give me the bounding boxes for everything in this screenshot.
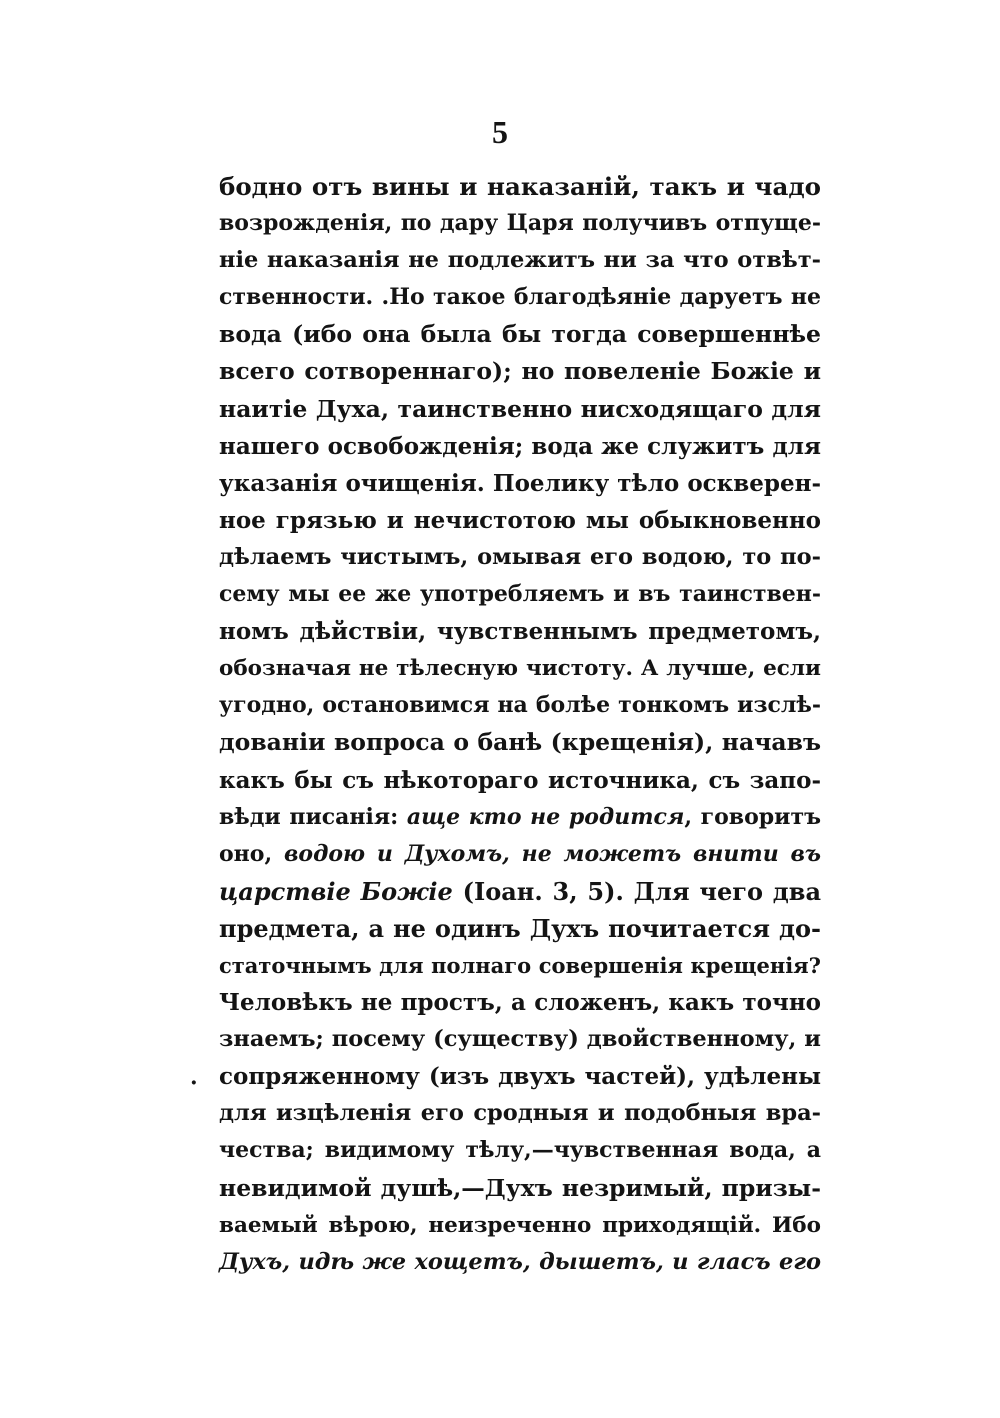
text-segment: сему мы ее же употребляемъ и въ таинствен- [219, 581, 821, 608]
text-line [219, 1170, 821, 1207]
text-line [219, 799, 821, 836]
text-segment: обозначая не тѣлесную чистоту. А лучше, если [219, 656, 821, 682]
text-segment: вѣди писанія: [219, 803, 407, 830]
italic-text-segment: Духъ, идѣ же хощетъ, дышетъ, и гласъ его [219, 1248, 821, 1275]
text-line [219, 428, 821, 465]
text-line [219, 650, 821, 687]
text-line [219, 724, 821, 761]
text-line [219, 316, 821, 353]
text-line [219, 539, 821, 576]
text-segment: дованіи вопроса о банѣ (крещенія), начавъ [219, 728, 821, 757]
text-line [219, 502, 821, 539]
text-line [219, 242, 821, 279]
text-segment: вода (ибо она была бы тогда совершеннѣе [219, 320, 821, 349]
text-line [219, 947, 821, 984]
page-number: 5 [492, 114, 508, 150]
text-line [219, 687, 821, 724]
text-line [219, 279, 821, 316]
text-line [219, 984, 821, 1021]
text-line [219, 762, 821, 799]
text-segment: угодно, остановимся на болѣе тонкомъ изслѣ- [219, 692, 821, 719]
text-line [219, 168, 821, 205]
margin-mark: · [190, 1070, 198, 1096]
text-segment: номъ дѣйствіи, чувственнымъ предметомъ, [219, 618, 821, 646]
text-segment: знаемъ; посему (существу) двойственному, и [219, 1026, 821, 1053]
italic-text-segment: царствіе Божіе [219, 876, 453, 906]
text-segment: ваемый вѣрою, неизреченно приходящій. Ибо [219, 1212, 821, 1238]
text-line [219, 391, 821, 428]
text-line [219, 910, 821, 947]
text-line [219, 873, 821, 910]
text-line [219, 1244, 821, 1281]
text-segment: оно, [219, 840, 284, 867]
text-segment: ственности. .Но такое благодѣяніе даруетъ не [219, 284, 821, 311]
text-line [219, 1021, 821, 1058]
text-line [219, 353, 821, 390]
body-text [219, 168, 821, 1281]
text-segment: для изцѣленія его сродныя и подобныя вра- [219, 1100, 821, 1127]
text-line [219, 1132, 821, 1169]
text-segment: статочнымъ для полнаго совершенія крещенія? [219, 952, 821, 978]
text-segment: бодно отъ вины и наказаній, такъ и чадо [219, 172, 821, 201]
text-line [219, 576, 821, 613]
text-line [219, 1058, 821, 1095]
text-line [219, 205, 821, 242]
text-line [219, 613, 821, 650]
text-segment: Человѣкъ не простъ, а сложенъ, какъ точно [219, 989, 821, 1017]
text-line [219, 465, 821, 502]
text-line [219, 1095, 821, 1132]
text-segment: предмета, а не одинъ Духъ почитается до- [219, 913, 821, 943]
text-segment: сопряженному (изъ двухъ частей), удѣлены [219, 1063, 821, 1091]
text-line [219, 836, 821, 873]
text-segment: возрожденія, по дару Царя получивъ отпуще- [219, 210, 821, 237]
italic-text-segment: аще кто не родится [406, 803, 685, 830]
text-segment: указанія очищенія. Поелику тѣло оскверен- [219, 469, 821, 497]
text-segment: ное грязью и нечистотою мы обыкновенно [219, 506, 821, 534]
text-segment: , говоритъ [684, 803, 821, 830]
text-segment: ніе наказанія не подлежитъ ни за что отвѣт- [219, 247, 821, 274]
text-segment: какъ бы съ нѣкотораго источника, съ запо- [219, 766, 821, 794]
text-segment: наитіе Духа, таинственно нисходящаго для [219, 394, 821, 423]
text-segment: невидимой душѣ,—Духъ незримый, призы- [219, 1173, 821, 1202]
text-segment: нашего освобожденія; вода же служитъ для [219, 432, 821, 460]
text-segment: всего сотвореннаго); но повеленіе Божіе и [219, 357, 821, 386]
text-segment: (Іоан. 3, 5). Для чего два [452, 876, 821, 906]
text-segment: дѣлаемъ чистымъ, омывая его водою, то по- [219, 543, 821, 570]
text-line [219, 1207, 821, 1244]
text-segment: чества; видимому тѣлу,—чувственная вода, а [219, 1137, 821, 1164]
italic-text-segment: водою и Духомъ, не можетъ внити въ [283, 840, 821, 867]
